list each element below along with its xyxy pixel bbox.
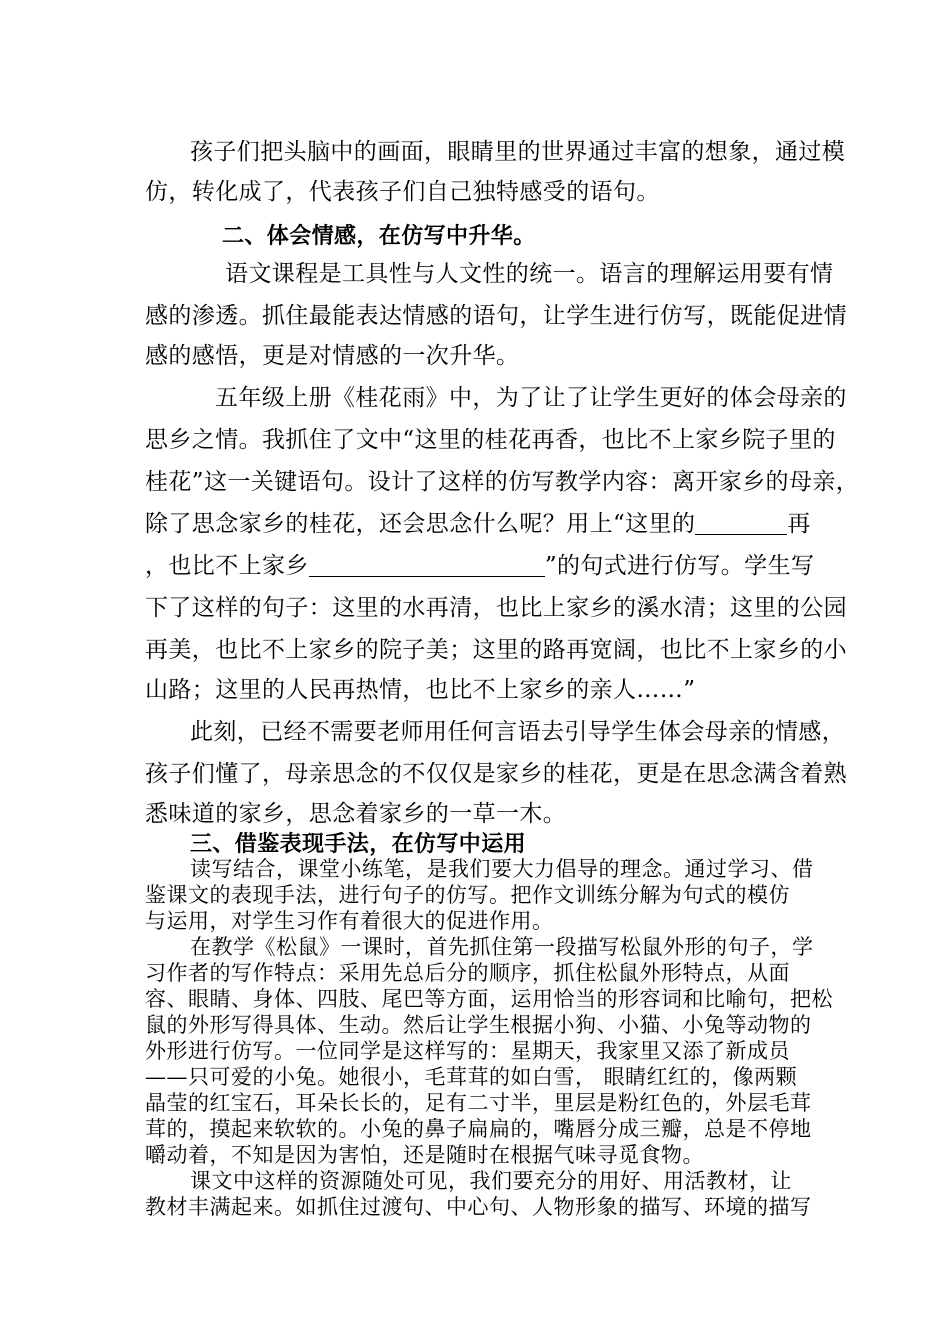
- body-line: 孩子们懂了，母亲思念的不仅仅是家乡的桂花，更是在思念满含着熟: [145, 761, 847, 787]
- body-line: 外形进行仿写。一位同学是这样写的：星期天，我家里又添了新成员: [145, 1039, 790, 1063]
- body-line: 习作者的写作特点：采用先总后分的顺序，抓住松鼠外形特点，从面: [145, 961, 790, 985]
- body-line: 鼠的外形写得具体、生动。然后让学生根据小狗、小猫、小兔等动物的: [145, 1013, 812, 1037]
- text-fragment: 再: [787, 511, 811, 537]
- section-heading: 二、体会情感，在仿写中升华。: [222, 224, 536, 249]
- body-line: [145, 551, 825, 581]
- body-line: 晶莹的红宝石，耳朵长长的，足有二寸半，里层是粉红色的，外层毛茸: [145, 1091, 812, 1115]
- body-line: 山路；这里的人民再热情，也比不上家乡的亲人……”: [145, 677, 696, 703]
- fill-blank: [695, 512, 787, 535]
- text-fragment: ”的句式进行仿写。学生写: [544, 553, 815, 579]
- body-line: 此刻，已经不需要老师用任何言语去引导学生体会母亲的情感，: [190, 719, 846, 745]
- body-line: 下了这样的句子：这里的水再清，也比上家乡的溪水清；这里的公园: [145, 595, 847, 621]
- body-line: 课文中这样的资源随处可见，我们要充分的用好、用活教材，让: [190, 1169, 792, 1193]
- body-line: ——只可爱的小兔。她很小，毛茸茸的如白雪， 眼睛红红的，像两颗: [145, 1065, 798, 1089]
- body-line: 仿，转化成了，代表孩子们自己独特感受的语句。: [145, 179, 660, 205]
- body-line: 孩子们把头脑中的画面，眼睛里的世界通过丰富的想象，通过模: [190, 139, 846, 165]
- body-line: 五年级上册《桂花雨》中，为了让了让学生更好的体会母亲的: [215, 385, 847, 411]
- body-line: 容、眼睛、身体、四肢、尾巴等方面，运用恰当的形容词和比喻句，把松: [145, 987, 833, 1011]
- text-fragment: 除了思念家乡的桂花，还会思念什么呢？用上“这里的: [145, 511, 696, 537]
- body-line: 感的感悟，更是对情感的一次升华。: [145, 343, 520, 369]
- body-line: [145, 509, 825, 539]
- body-line: 在教学《松鼠》一课时，首先抓住第一段描写松鼠外形的句子，学: [190, 935, 814, 959]
- body-line: 嚼动着，不知是因为害怕，还是随时在根据气味寻觅食物。: [145, 1143, 704, 1167]
- body-line: 鉴课文的表现手法，进行句子的仿写。把作文训练分解为句式的模仿: [145, 883, 790, 907]
- section-heading: 三、借鉴表现手法，在仿写中运用: [190, 832, 527, 857]
- body-line: 读写结合，课堂小练笔，是我们要大力倡导的理念。通过学习、借: [190, 857, 814, 881]
- body-line: 桂花”这一关键语句。设计了这样的仿写教学内容：离开家乡的母亲，: [145, 469, 860, 495]
- text-fragment: ，也比不上家乡: [145, 553, 309, 579]
- body-line: 感的渗透。抓住最能表达情感的语句，让学生进行仿写，既能促进情: [145, 303, 847, 329]
- body-line: 茸的，摸起来软软的。小兔的鼻子扁扁的，嘴唇分成三瓣，总是不停地: [145, 1117, 812, 1141]
- body-line: 语文课程是工具性与人文性的统一。语言的理解运用要有情: [225, 261, 834, 287]
- body-line: 思乡之情。我抓住了文中“这里的桂花再香，也比不上家乡院子里的: [145, 427, 836, 453]
- body-line: 再美，也比不上家乡的院子美；这里的路再宽阔，也比不上家乡的小: [145, 637, 847, 663]
- fill-blank: [309, 554, 545, 577]
- body-line: 与运用，对学生习作有着很大的促进作用。: [145, 909, 554, 933]
- body-line: 教材丰满起来。如抓住过渡句、中心句、人物形象的描写、环境的描写: [145, 1195, 812, 1219]
- body-line: 悉味道的家乡，思念着家乡的一草一木。: [145, 801, 567, 827]
